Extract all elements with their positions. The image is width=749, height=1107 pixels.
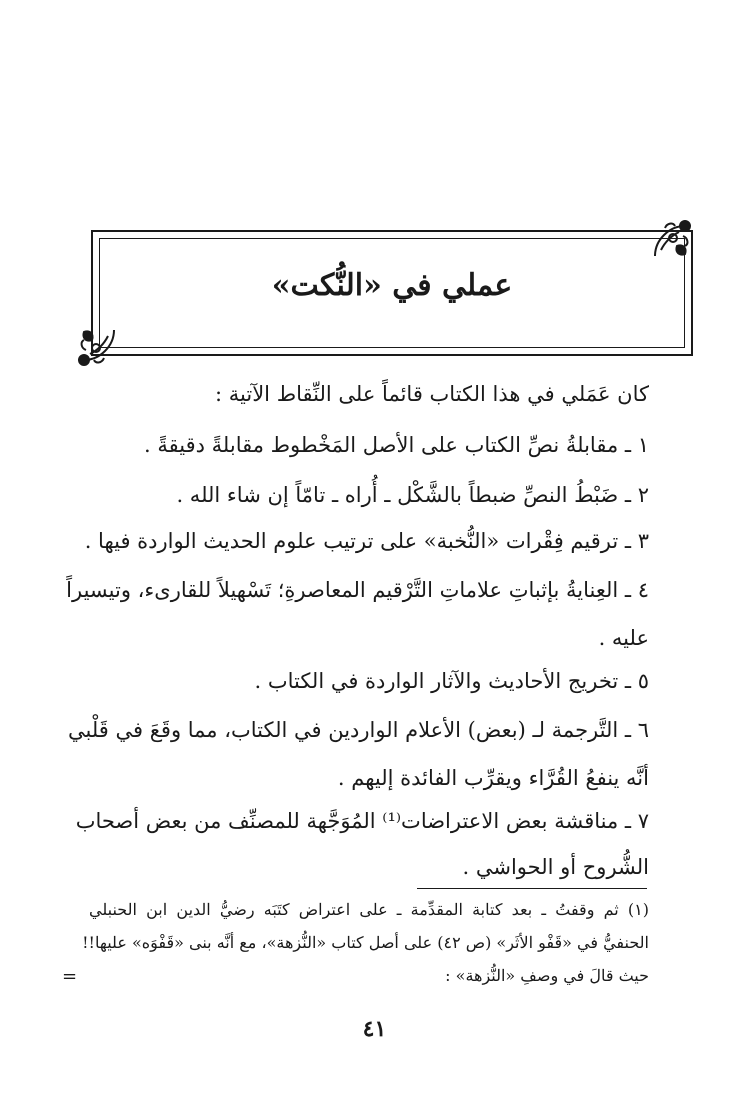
corner-ornament-bottom-left-icon [76,322,122,368]
list-item-5: ٥ ـ تخريج الأحاديث والآثار الواردة في الكتاب . [254,669,649,693]
footnote-line-3: حيث قالَ في وصفِ «النُّزهة» : [445,966,649,985]
continuation-mark: = [62,966,78,987]
list-item-6-line-2: أنَّه ينفعُ القُرَّاء ويقرِّب الفائدة إليهم . [337,766,649,790]
list-item-7-line-1: ٧ ـ مناقشة بعض الاعتراضات⁽¹⁾ المُوَجَّهة للمصنِّف من بعض أصحاب [75,809,649,833]
list-item-1: ١ ـ مقابلةُ نصِّ الكتاب على الأصل المَخْطوط مقابلةً دقيقةً . [144,433,649,457]
title-frame [91,230,693,356]
list-item-4-line-1: ٤ ـ العِنايةُ بإثباتِ علاماتِ التَّرْقيم المعاصرةِ؛ تَسْهيلاً للقارىء، وتيسيراً [66,578,649,602]
footnote-separator [417,888,647,889]
list-item-6-line-1: ٦ ـ التَّرجمة لـ (بعض) الأعلام الواردين في الكتاب، مما وقَعَ في قَلْبي [68,718,649,742]
page-number: ٤١ [362,1016,387,1042]
list-item-2: ٢ ـ ضَبْطُ النصِّ ضبطاً بالشَّكْل ـ أُراه ـ تامّاً إن شاء الله . [176,483,649,507]
chapter-title: عملي في «النُّكت» [271,268,513,303]
list-item-7-line-2: الشُّروح أو الحواشي . [462,855,649,879]
corner-ornament-top-right-icon [647,218,693,264]
footnote-line-2: الحنفيُّ في «قَفْو الأثَر» (ص ٤٢) على أصل كتاب «النُّزهة»، مع أنَّه بنى «قَفْوَه» عليها!! [82,933,649,952]
footnote-line-1: (١) ثم وقفتُ ـ بعد كتابة المقدِّمة ـ على اعتراض كتَبَه رضيُّ الدين ابن الحنبلي [89,900,649,919]
intro-line: كان عَمَلي في هذا الكتاب قائماً على النِّقاط الآتية : [215,382,649,406]
list-item-4-line-2: عليه . [598,626,649,650]
list-item-3: ٣ ـ ترقيم فِقْرات «النُّخبة» على ترتيب علوم الحديث الواردة فيها . [84,529,649,553]
